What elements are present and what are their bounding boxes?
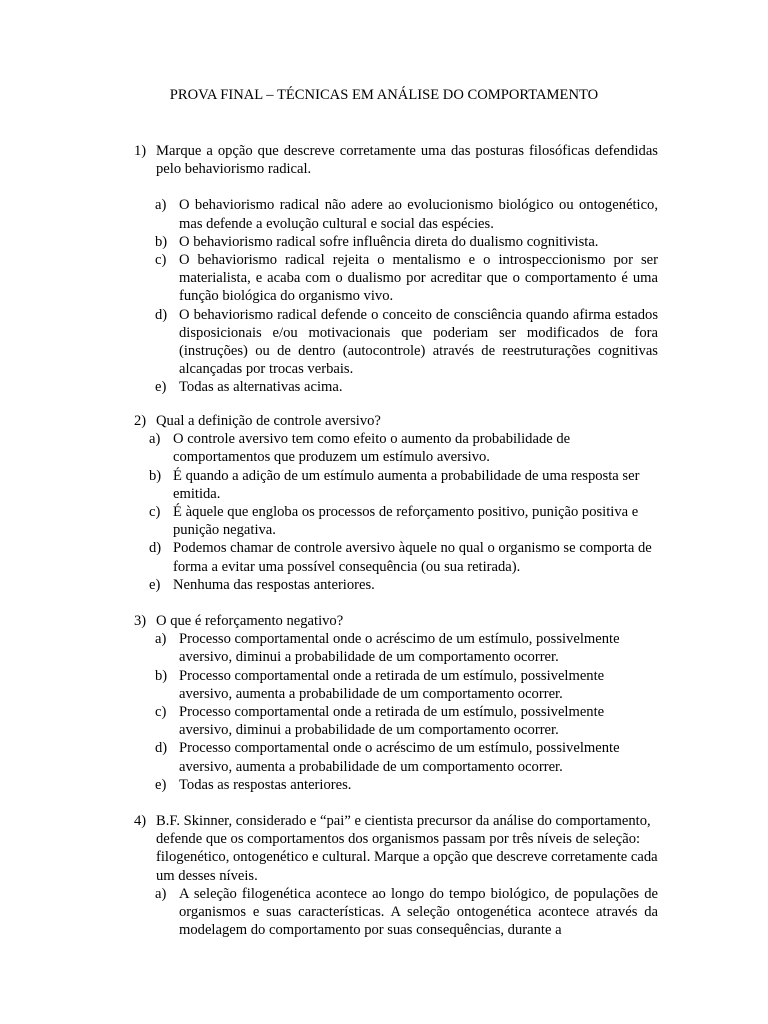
option-text: O controle aversivo tem como efeito o aumento da probabilidade de comportamentos que produzem um estímulo aversivo. (173, 431, 571, 466)
option-letter: c) (155, 252, 167, 269)
option-c (134, 703, 658, 739)
option-letter: a) (149, 431, 161, 448)
option-text: O behaviorismo radical defende o conceito de consciência quando afirma estados disposicionais e/ou motivacionais que poderiam ser modificados de fora (instruções) ou de dentro (autocontrole) através de reestruturações cognitivas alcançadas por trocas verbais. (179, 306, 658, 378)
option-list (134, 885, 658, 940)
option-letter: a) (155, 885, 167, 902)
question-text: O que é reforçamento negativo? (156, 613, 344, 629)
document-title: PROVA FINAL – TÉCNICAS EM ANÁLISE DO COMPORTAMENTO (169, 87, 599, 103)
option-text: O behaviorismo radical não adere ao evolucionismo biológico ou ontogenético, mas defende a evolução cultural e social das espécies. (179, 197, 658, 232)
question-text: Marque a opção que descreve corretamente uma das posturas filosóficas defendidas pelo behaviorismo radical. (156, 143, 658, 178)
option-b (134, 233, 658, 251)
option-letter: c) (155, 704, 167, 721)
option-d (134, 739, 658, 775)
option-c (134, 503, 658, 539)
option-b (134, 667, 658, 703)
question-number: 3) (134, 613, 147, 629)
question-2 (134, 412, 658, 594)
option-text: Processo comportamental onde o acréscimo de um estímulo, possivelmente aversivo, aumenta a probabilidade de um comportamento ocorrer. (179, 740, 620, 775)
question-1 (134, 142, 658, 397)
option-list (134, 430, 658, 594)
option-d (134, 306, 658, 379)
question-text: B.F. Skinner, considerado e “pai” e cientista precursor da análise do comportamento, defende que os comportamentos dos organismos passam por três níveis de seleção: filogenético, ontogenético e cultural. Marque a opção que descreve corretamente cada um desses níveis. (156, 813, 658, 884)
option-text: O behaviorismo radical sofre influência direta do dualismo cognitivista. (179, 233, 599, 250)
option-text: É àquele que engloba os processos de reforçamento positivo, punição positiva e punição negativa. (173, 504, 639, 539)
option-text: A seleção filogenética acontece ao longo do tempo biológico, de populações de organismos e suas características. A seleção ontogenética acontece através da modelagem do comportamento por suas consequências, durante a (179, 885, 658, 939)
option-letter: c) (149, 504, 161, 521)
question-text: Qual a definição de controle aversivo? (156, 413, 381, 429)
option-letter: e) (155, 379, 167, 396)
option-text: Processo comportamental onde a retirada de um estímulo, possivelmente aversivo, diminui a probabilidade de um comportamento ocorrer. (179, 704, 605, 739)
option-a (134, 630, 658, 666)
option-a (134, 885, 658, 940)
option-e (134, 576, 658, 594)
option-e (134, 776, 658, 794)
option-letter: b) (149, 467, 162, 484)
option-text: Processo comportamental onde o acréscimo de um estímulo, possivelmente aversivo, diminui a probabilidade de um comportamento ocorrer. (179, 631, 620, 666)
option-text: Nenhuma das respostas anteriores. (173, 576, 375, 593)
option-letter: a) (155, 631, 167, 648)
option-text: Todas as alternativas acima. (179, 379, 343, 396)
option-d (134, 539, 658, 575)
option-a (134, 196, 658, 232)
option-text: Podemos chamar de controle aversivo àquele no qual o organismo se comporta de forma a evitar uma possível consequência (ou sua retirada). (173, 540, 652, 575)
question-4 (134, 812, 658, 939)
option-b (134, 467, 658, 503)
option-letter: b) (155, 667, 168, 684)
question-number: 1) (134, 143, 147, 159)
option-list (134, 630, 658, 794)
option-text: Processo comportamental onde a retirada de um estímulo, possivelmente aversivo, aumenta a probabilidade de um comportamento ocorrer. (179, 667, 605, 702)
option-letter: e) (155, 776, 167, 793)
option-letter: d) (155, 306, 168, 323)
question-number: 2) (134, 413, 147, 429)
option-letter: b) (155, 233, 168, 250)
option-letter: d) (149, 540, 162, 557)
question-3 (134, 612, 658, 794)
option-e (134, 378, 658, 396)
option-letter: a) (155, 197, 167, 214)
option-letter: d) (155, 740, 168, 757)
option-text: É quando a adição de um estímulo aumenta a probabilidade de uma resposta ser emitida. (173, 467, 640, 502)
option-letter: e) (149, 576, 161, 593)
option-c (134, 251, 658, 306)
option-list (134, 196, 658, 396)
question-number: 4) (134, 813, 147, 829)
option-a (134, 430, 658, 466)
option-text: O behaviorismo radical rejeita o mentalismo e o introspeccionismo por ser materialista, e acaba com o dualismo por acreditar que o comportamento é uma função biológica do organismo vivo. (179, 252, 658, 305)
option-text: Todas as respostas anteriores. (179, 776, 352, 793)
